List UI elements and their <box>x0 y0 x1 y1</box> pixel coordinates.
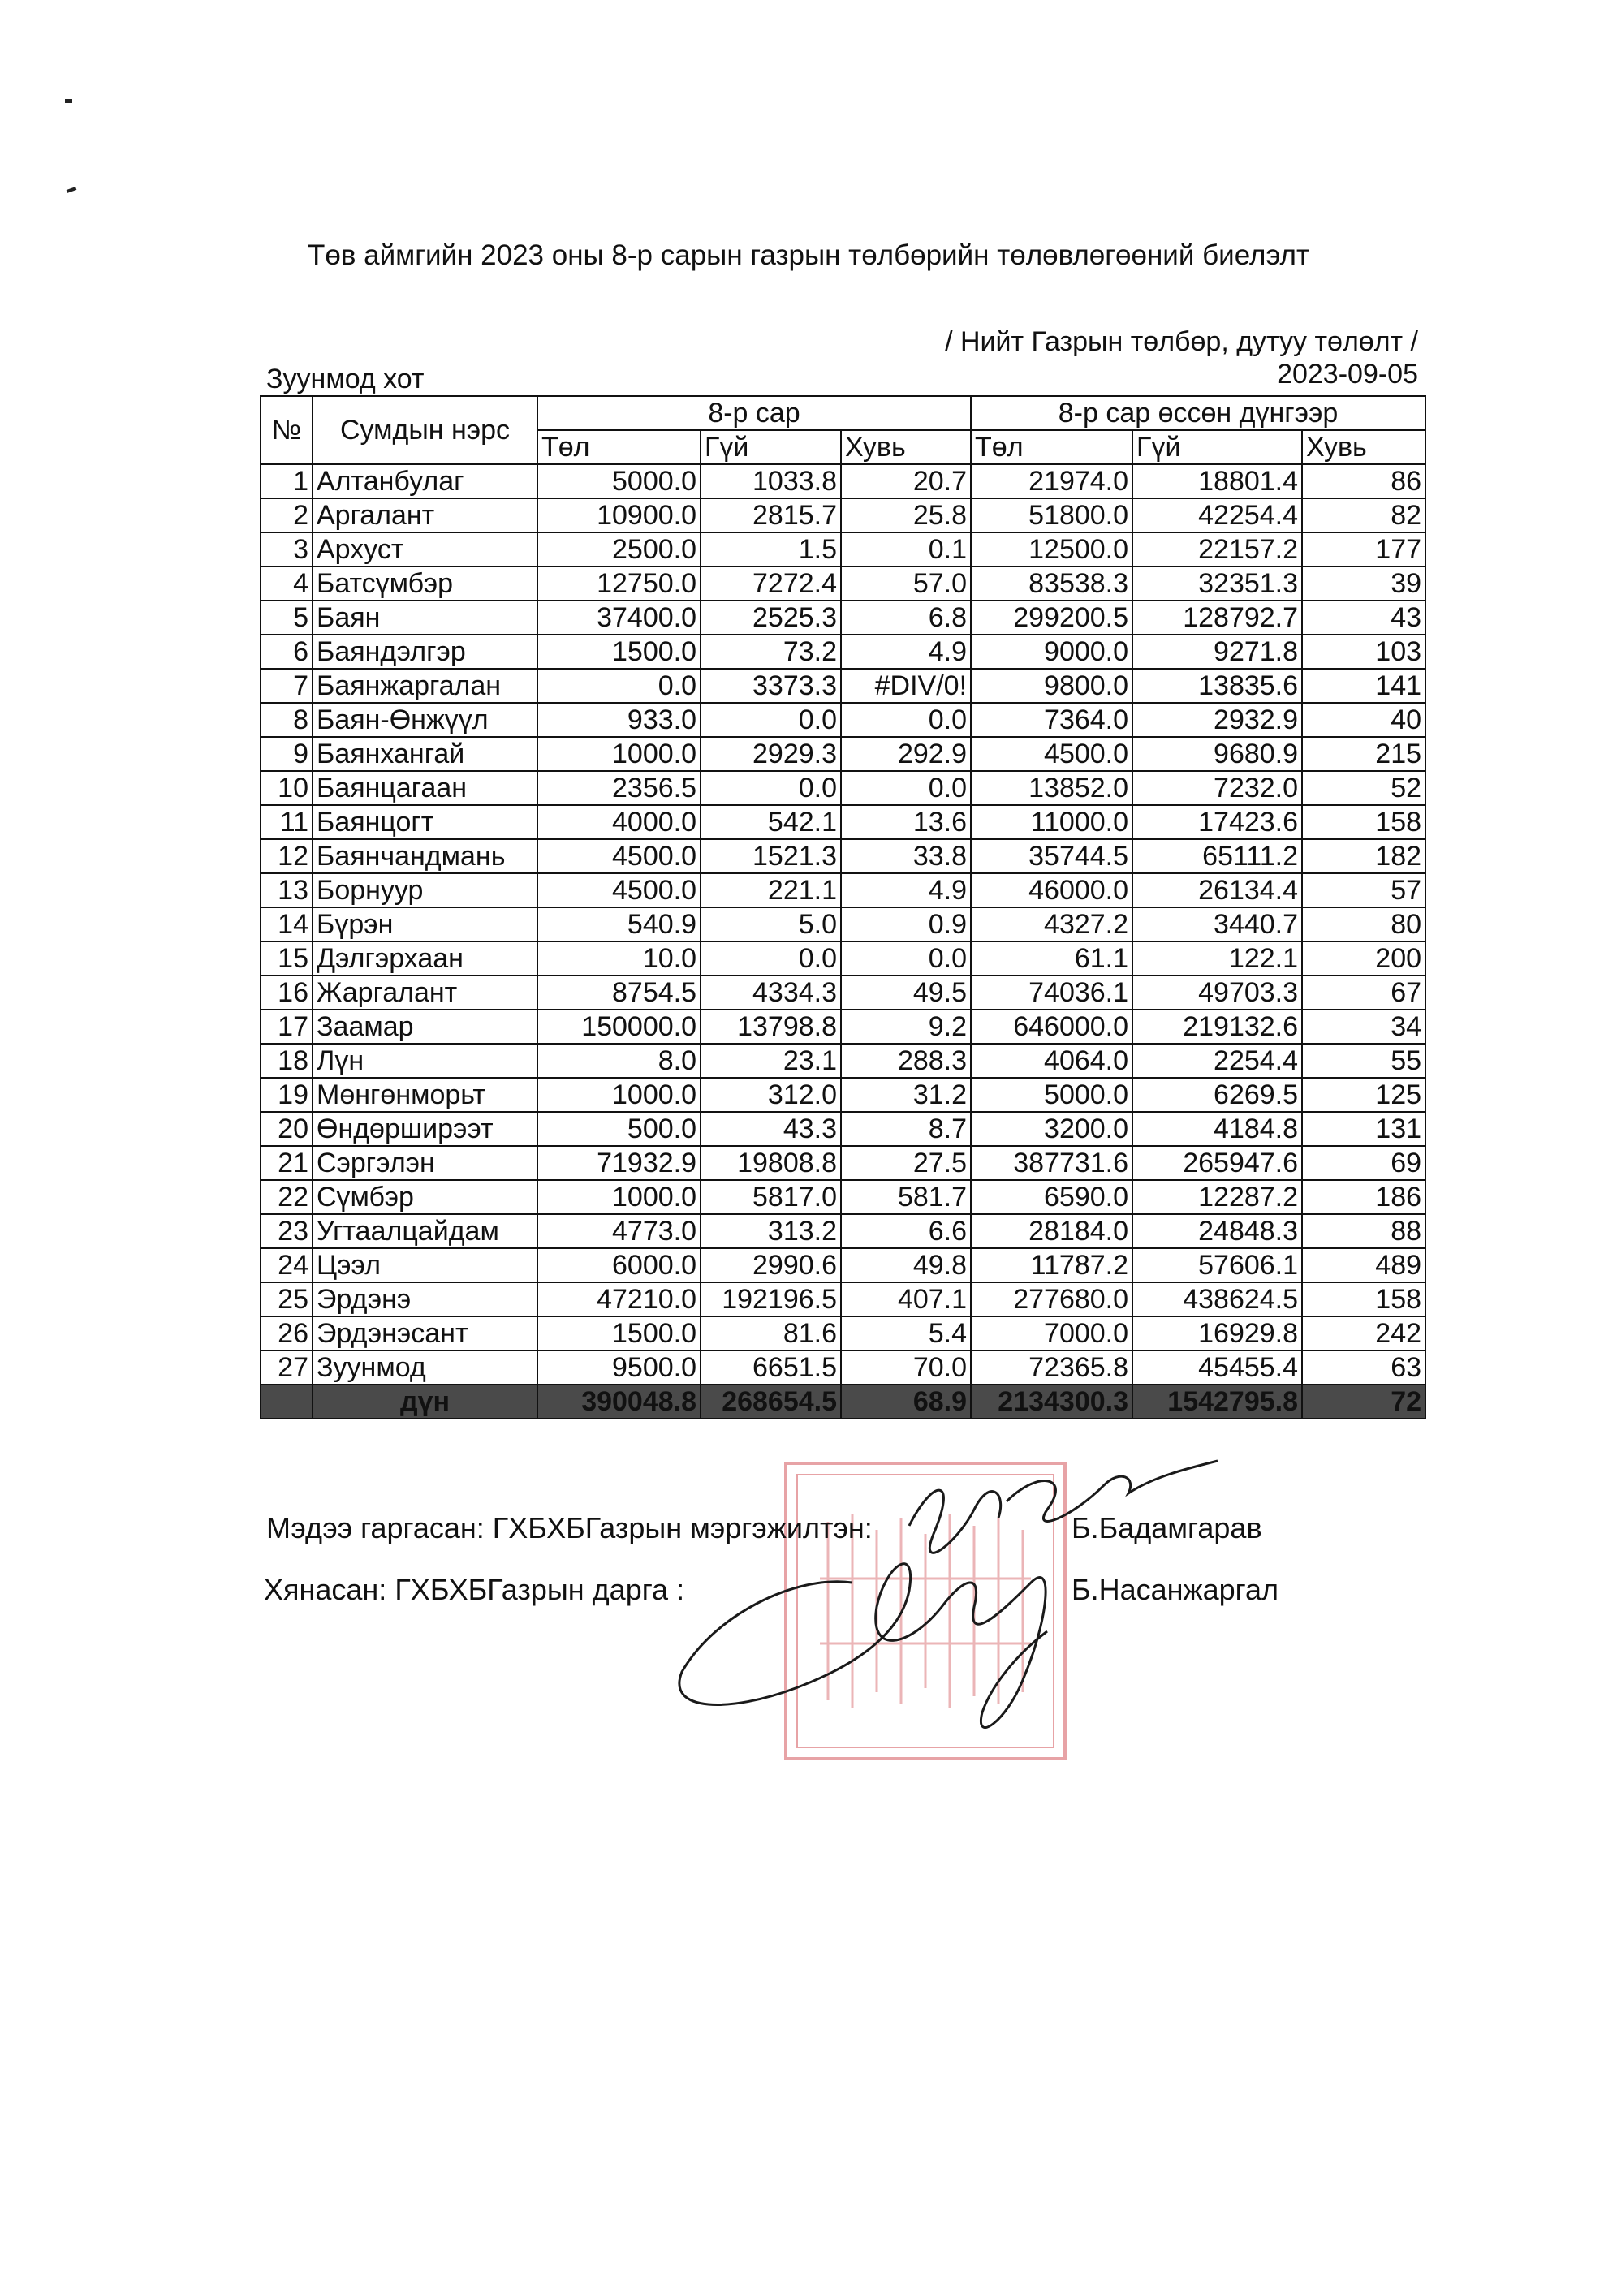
col-group-month: 8-р сар <box>537 396 971 430</box>
percent-cum-cell: 158 <box>1302 1282 1425 1316</box>
table-row <box>261 703 1425 737</box>
actual-cell: 0.0 <box>701 703 841 737</box>
percent-cum-cell: 57 <box>1302 873 1425 907</box>
actual-cell: 1.5 <box>701 532 841 566</box>
report-subtitle: / Нийт Газрын төлбөр, дутуу төлөлт / <box>945 326 1418 357</box>
percent-cum-cell: 80 <box>1302 907 1425 941</box>
actual-cum-cell: 6269.5 <box>1132 1078 1302 1112</box>
soum-name: Эрдэнэсант <box>313 1316 537 1350</box>
table-row <box>261 601 1425 635</box>
percent-cell: 4.9 <box>841 635 971 669</box>
total-cell: 390048.8 <box>537 1385 701 1419</box>
actual-cell: 3373.3 <box>701 669 841 703</box>
plan-cell: 5000.0 <box>537 464 701 498</box>
row-index: 19 <box>261 1078 313 1112</box>
row-index: 9 <box>261 737 313 771</box>
actual-cell: 1033.8 <box>701 464 841 498</box>
percent-cell: 0.0 <box>841 771 971 805</box>
percent-cell: 407.1 <box>841 1282 971 1316</box>
prepared-by-name: Б.Бадамгарав <box>1072 1511 1262 1544</box>
table-row <box>261 1248 1425 1282</box>
table-row <box>261 976 1425 1010</box>
plan-cum-cell: 646000.0 <box>971 1010 1132 1044</box>
table-row <box>261 464 1425 498</box>
percent-cum-cell: 63 <box>1302 1350 1425 1385</box>
actual-cell: 542.1 <box>701 805 841 839</box>
table-row <box>261 873 1425 907</box>
actual-cum-cell: 18801.4 <box>1132 464 1302 498</box>
percent-cell: 27.5 <box>841 1146 971 1180</box>
plan-cell: 2356.5 <box>537 771 701 805</box>
soum-name: Аргалант <box>313 498 537 532</box>
actual-cum-cell: 45455.4 <box>1132 1350 1302 1385</box>
percent-cell: 33.8 <box>841 839 971 873</box>
plan-cell: 1500.0 <box>537 1316 701 1350</box>
percent-cum-cell: 55 <box>1302 1044 1425 1078</box>
table-header-row <box>261 396 1425 430</box>
soum-name: Сэргэлэн <box>313 1146 537 1180</box>
plan-cell: 47210.0 <box>537 1282 701 1316</box>
soum-name: Зуунмод <box>313 1350 537 1385</box>
actual-cum-cell: 9680.9 <box>1132 737 1302 771</box>
percent-cum-cell: 242 <box>1302 1316 1425 1350</box>
plan-cum-cell: 12500.0 <box>971 532 1132 566</box>
soum-name: Батсүмбэр <box>313 566 537 601</box>
plan-cum-cell: 6590.0 <box>971 1180 1132 1214</box>
plan-cum-cell: 46000.0 <box>971 873 1132 907</box>
handwritten-signatures <box>666 1445 1234 1769</box>
scan-speck <box>65 99 72 103</box>
plan-cell: 6000.0 <box>537 1248 701 1282</box>
col-header-actual: Гүй <box>701 430 841 464</box>
table-row <box>261 907 1425 941</box>
percent-cell: 57.0 <box>841 566 971 601</box>
table-row <box>261 941 1425 976</box>
percent-cum-cell: 182 <box>1302 839 1425 873</box>
actual-cum-cell: 17423.6 <box>1132 805 1302 839</box>
table-row <box>261 1146 1425 1180</box>
soum-name: Баянцагаан <box>313 771 537 805</box>
percent-cum-cell: 131 <box>1302 1112 1425 1146</box>
soum-name: Лүн <box>313 1044 537 1078</box>
row-index: 26 <box>261 1316 313 1350</box>
plan-cum-cell: 4327.2 <box>971 907 1132 941</box>
soum-name: Өндөрширээт <box>313 1112 537 1146</box>
row-index: 11 <box>261 805 313 839</box>
actual-cum-cell: 32351.3 <box>1132 566 1302 601</box>
plan-cell: 9500.0 <box>537 1350 701 1385</box>
col-header-name: Сумдын нэрс <box>313 396 537 464</box>
plan-cum-cell: 11000.0 <box>971 805 1132 839</box>
actual-cell: 0.0 <box>701 941 841 976</box>
col-header-actual-cum: Гүй <box>1132 430 1302 464</box>
row-index: 16 <box>261 976 313 1010</box>
plan-cum-cell: 61.1 <box>971 941 1132 976</box>
actual-cum-cell: 3440.7 <box>1132 907 1302 941</box>
percent-cell: 25.8 <box>841 498 971 532</box>
soum-name: Борнуур <box>313 873 537 907</box>
table-row <box>261 1316 1425 1350</box>
table-row <box>261 771 1425 805</box>
row-index: 24 <box>261 1248 313 1282</box>
soum-name: Эрдэнэ <box>313 1282 537 1316</box>
plan-cell: 4500.0 <box>537 839 701 873</box>
col-header-percent-cum: Хувь <box>1302 430 1425 464</box>
actual-cell: 221.1 <box>701 873 841 907</box>
percent-cell: 8.7 <box>841 1112 971 1146</box>
total-cell: 72 <box>1302 1385 1425 1419</box>
percent-cum-cell: 177 <box>1302 532 1425 566</box>
plan-cum-cell: 13852.0 <box>971 771 1132 805</box>
actual-cell: 192196.5 <box>701 1282 841 1316</box>
table-row <box>261 1180 1425 1214</box>
row-index: 10 <box>261 771 313 805</box>
soum-name: Алтанбулаг <box>313 464 537 498</box>
location-label: Зуунмод хот <box>266 364 425 394</box>
actual-cum-cell: 4184.8 <box>1132 1112 1302 1146</box>
percent-cell: 6.8 <box>841 601 971 635</box>
row-index: 6 <box>261 635 313 669</box>
actual-cell: 73.2 <box>701 635 841 669</box>
row-index: 8 <box>261 703 313 737</box>
table-row <box>261 1112 1425 1146</box>
plan-cum-cell: 4064.0 <box>971 1044 1132 1078</box>
total-index-cell <box>261 1385 313 1419</box>
approved-by-label: Хянасан: ГХБХБГазрын дарга : <box>264 1573 685 1606</box>
actual-cell: 1521.3 <box>701 839 841 873</box>
soum-name: Баян <box>313 601 537 635</box>
percent-cell: 0.0 <box>841 703 971 737</box>
plan-cell: 0.0 <box>537 669 701 703</box>
plan-cell: 4000.0 <box>537 805 701 839</box>
total-cell: 2134300.3 <box>971 1385 1132 1419</box>
percent-cell: 49.8 <box>841 1248 971 1282</box>
row-index: 15 <box>261 941 313 976</box>
soum-name: Сүмбэр <box>313 1180 537 1214</box>
actual-cum-cell: 265947.6 <box>1132 1146 1302 1180</box>
col-group-cumulative: 8-р сар өссөн дүнгээр <box>971 396 1425 430</box>
actual-cum-cell: 42254.4 <box>1132 498 1302 532</box>
plan-cum-cell: 3200.0 <box>971 1112 1132 1146</box>
soum-name: Баян-Өнжүүл <box>313 703 537 737</box>
actual-cum-cell: 2254.4 <box>1132 1044 1302 1078</box>
soum-name: Дэлгэрхаан <box>313 941 537 976</box>
plan-cum-cell: 5000.0 <box>971 1078 1132 1112</box>
percent-cum-cell: 52 <box>1302 771 1425 805</box>
actual-cell: 19808.8 <box>701 1146 841 1180</box>
plan-cum-cell: 51800.0 <box>971 498 1132 532</box>
report-date: 2023-09-05 <box>1277 359 1418 390</box>
plan-cell: 933.0 <box>537 703 701 737</box>
plan-cell: 10900.0 <box>537 498 701 532</box>
plan-cell: 4500.0 <box>537 873 701 907</box>
scan-speck <box>67 187 77 193</box>
actual-cum-cell: 65111.2 <box>1132 839 1302 873</box>
plan-cum-cell: 35744.5 <box>971 839 1132 873</box>
plan-cum-cell: 28184.0 <box>971 1214 1132 1248</box>
plan-cum-cell: 74036.1 <box>971 976 1132 1010</box>
actual-cum-cell: 9271.8 <box>1132 635 1302 669</box>
soum-name: Угтаалцайдам <box>313 1214 537 1248</box>
soum-name: Баяндэлгэр <box>313 635 537 669</box>
row-index: 2 <box>261 498 313 532</box>
payment-table <box>260 395 1426 1419</box>
actual-cell: 23.1 <box>701 1044 841 1078</box>
plan-cum-cell: 4500.0 <box>971 737 1132 771</box>
table-row <box>261 839 1425 873</box>
actual-cum-cell: 128792.7 <box>1132 601 1302 635</box>
table-row <box>261 566 1425 601</box>
table-row <box>261 1214 1425 1248</box>
soum-name: Цээл <box>313 1248 537 1282</box>
actual-cell: 2929.3 <box>701 737 841 771</box>
plan-cum-cell: 9000.0 <box>971 635 1132 669</box>
percent-cell: 9.2 <box>841 1010 971 1044</box>
actual-cum-cell: 7232.0 <box>1132 771 1302 805</box>
percent-cell: 0.9 <box>841 907 971 941</box>
percent-cell: 13.6 <box>841 805 971 839</box>
table-row <box>261 532 1425 566</box>
actual-cell: 6651.5 <box>701 1350 841 1385</box>
plan-cell: 8754.5 <box>537 976 701 1010</box>
percent-cell: #DIV/0! <box>841 669 971 703</box>
percent-cell: 49.5 <box>841 976 971 1010</box>
row-index: 23 <box>261 1214 313 1248</box>
percent-cell: 0.0 <box>841 941 971 976</box>
actual-cum-cell: 22157.2 <box>1132 532 1302 566</box>
plan-cell: 1500.0 <box>537 635 701 669</box>
plan-cum-cell: 277680.0 <box>971 1282 1132 1316</box>
plan-cell: 4773.0 <box>537 1214 701 1248</box>
soum-name: Заамар <box>313 1010 537 1044</box>
plan-cum-cell: 7000.0 <box>971 1316 1132 1350</box>
percent-cell: 581.7 <box>841 1180 971 1214</box>
actual-cell: 81.6 <box>701 1316 841 1350</box>
table-row <box>261 669 1425 703</box>
row-index: 21 <box>261 1146 313 1180</box>
soum-name: Мөнгөнморьт <box>313 1078 537 1112</box>
col-header-percent: Хувь <box>841 430 971 464</box>
row-index: 13 <box>261 873 313 907</box>
soum-name: Бүрэн <box>313 907 537 941</box>
table-row <box>261 1350 1425 1385</box>
plan-cell: 12750.0 <box>537 566 701 601</box>
table-row <box>261 498 1425 532</box>
actual-cell: 0.0 <box>701 771 841 805</box>
soum-name: Жаргалант <box>313 976 537 1010</box>
actual-cum-cell: 12287.2 <box>1132 1180 1302 1214</box>
actual-cell: 2815.7 <box>701 498 841 532</box>
plan-cell: 1000.0 <box>537 1180 701 1214</box>
percent-cum-cell: 40 <box>1302 703 1425 737</box>
row-index: 14 <box>261 907 313 941</box>
total-row <box>261 1385 1425 1419</box>
total-cell: 1542795.8 <box>1132 1385 1302 1419</box>
percent-cum-cell: 158 <box>1302 805 1425 839</box>
percent-cum-cell: 489 <box>1302 1248 1425 1282</box>
soum-name: Баянчандмань <box>313 839 537 873</box>
plan-cell: 1000.0 <box>537 1078 701 1112</box>
row-index: 7 <box>261 669 313 703</box>
percent-cum-cell: 82 <box>1302 498 1425 532</box>
percent-cum-cell: 215 <box>1302 737 1425 771</box>
soum-name: Баянжаргалан <box>313 669 537 703</box>
page-title: Төв аймгийн 2023 оны 8-р сарын газрын төлбөрийн төлөвлөгөөний биелэлт <box>308 239 1309 271</box>
plan-cell: 1000.0 <box>537 737 701 771</box>
percent-cell: 0.1 <box>841 532 971 566</box>
percent-cum-cell: 39 <box>1302 566 1425 601</box>
actual-cum-cell: 57606.1 <box>1132 1248 1302 1282</box>
row-index: 27 <box>261 1350 313 1385</box>
actual-cum-cell: 219132.6 <box>1132 1010 1302 1044</box>
actual-cell: 43.3 <box>701 1112 841 1146</box>
plan-cell: 71932.9 <box>537 1146 701 1180</box>
table-row <box>261 805 1425 839</box>
actual-cum-cell: 26134.4 <box>1132 873 1302 907</box>
percent-cell: 292.9 <box>841 737 971 771</box>
col-header-plan-cum: Төл <box>971 430 1132 464</box>
row-index: 4 <box>261 566 313 601</box>
soum-name: Баянхангай <box>313 737 537 771</box>
actual-cell: 5817.0 <box>701 1180 841 1214</box>
percent-cum-cell: 88 <box>1302 1214 1425 1248</box>
percent-cum-cell: 43 <box>1302 601 1425 635</box>
percent-cum-cell: 34 <box>1302 1010 1425 1044</box>
total-cell: 268654.5 <box>701 1385 841 1419</box>
row-index: 20 <box>261 1112 313 1146</box>
plan-cell: 2500.0 <box>537 532 701 566</box>
actual-cell: 7272.4 <box>701 566 841 601</box>
plan-cell: 10.0 <box>537 941 701 976</box>
actual-cell: 5.0 <box>701 907 841 941</box>
percent-cell: 4.9 <box>841 873 971 907</box>
percent-cum-cell: 141 <box>1302 669 1425 703</box>
total-cell: 68.9 <box>841 1385 971 1419</box>
plan-cum-cell: 299200.5 <box>971 601 1132 635</box>
table-row <box>261 635 1425 669</box>
percent-cum-cell: 69 <box>1302 1146 1425 1180</box>
plan-cum-cell: 21974.0 <box>971 464 1132 498</box>
percent-cum-cell: 103 <box>1302 635 1425 669</box>
actual-cell: 313.2 <box>701 1214 841 1248</box>
row-index: 3 <box>261 532 313 566</box>
actual-cum-cell: 13835.6 <box>1132 669 1302 703</box>
percent-cell: 70.0 <box>841 1350 971 1385</box>
percent-cum-cell: 125 <box>1302 1078 1425 1112</box>
actual-cum-cell: 122.1 <box>1132 941 1302 976</box>
plan-cell: 150000.0 <box>537 1010 701 1044</box>
actual-cum-cell: 2932.9 <box>1132 703 1302 737</box>
percent-cell: 6.6 <box>841 1214 971 1248</box>
row-index: 25 <box>261 1282 313 1316</box>
percent-cum-cell: 67 <box>1302 976 1425 1010</box>
actual-cell: 2525.3 <box>701 601 841 635</box>
percent-cum-cell: 200 <box>1302 941 1425 976</box>
plan-cell: 540.9 <box>537 907 701 941</box>
percent-cell: 288.3 <box>841 1044 971 1078</box>
plan-cum-cell: 9800.0 <box>971 669 1132 703</box>
soum-name: Баянцогт <box>313 805 537 839</box>
plan-cum-cell: 72365.8 <box>971 1350 1132 1385</box>
percent-cell: 31.2 <box>841 1078 971 1112</box>
actual-cum-cell: 49703.3 <box>1132 976 1302 1010</box>
table-row <box>261 1282 1425 1316</box>
row-index: 18 <box>261 1044 313 1078</box>
prepared-by-label: Мэдээ гаргасан: ГХБХБГазрын мэргэжилтэн: <box>266 1511 873 1544</box>
plan-cum-cell: 83538.3 <box>971 566 1132 601</box>
row-index: 5 <box>261 601 313 635</box>
table-row <box>261 737 1425 771</box>
actual-cum-cell: 16929.8 <box>1132 1316 1302 1350</box>
table-row <box>261 1044 1425 1078</box>
actual-cell: 13798.8 <box>701 1010 841 1044</box>
plan-cell: 8.0 <box>537 1044 701 1078</box>
actual-cum-cell: 24848.3 <box>1132 1214 1302 1248</box>
row-index: 22 <box>261 1180 313 1214</box>
percent-cell: 5.4 <box>841 1316 971 1350</box>
actual-cell: 312.0 <box>701 1078 841 1112</box>
plan-cum-cell: 387731.6 <box>971 1146 1132 1180</box>
actual-cell: 4334.3 <box>701 976 841 1010</box>
row-index: 17 <box>261 1010 313 1044</box>
percent-cell: 20.7 <box>841 464 971 498</box>
table-row <box>261 1078 1425 1112</box>
percent-cum-cell: 186 <box>1302 1180 1425 1214</box>
plan-cell: 37400.0 <box>537 601 701 635</box>
col-header-no: № <box>261 396 313 464</box>
actual-cell: 2990.6 <box>701 1248 841 1282</box>
approved-by-name: Б.Насанжаргал <box>1072 1573 1279 1606</box>
table-row <box>261 1010 1425 1044</box>
col-header-plan: Төл <box>537 430 701 464</box>
percent-cum-cell: 86 <box>1302 464 1425 498</box>
row-index: 1 <box>261 464 313 498</box>
soum-name: Архуст <box>313 532 537 566</box>
total-label: дүн <box>313 1385 537 1419</box>
plan-cum-cell: 11787.2 <box>971 1248 1132 1282</box>
row-index: 12 <box>261 839 313 873</box>
plan-cum-cell: 7364.0 <box>971 703 1132 737</box>
plan-cell: 500.0 <box>537 1112 701 1146</box>
actual-cum-cell: 438624.5 <box>1132 1282 1302 1316</box>
